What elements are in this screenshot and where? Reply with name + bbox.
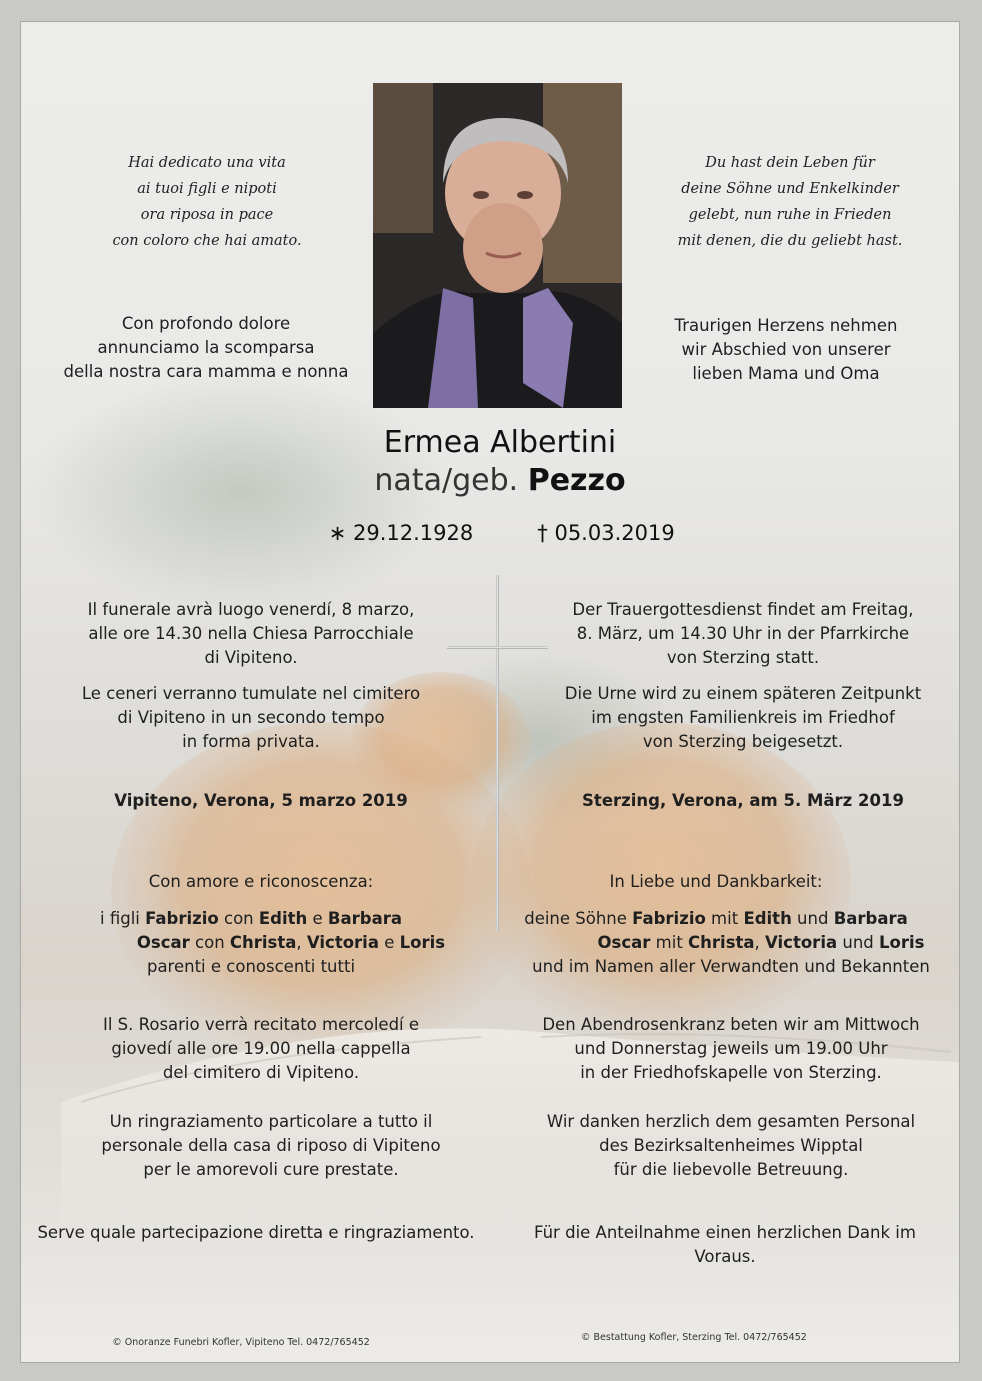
family-member: Barbara xyxy=(327,909,402,928)
verse-line: gelebt, nun ruhe in Frieden xyxy=(688,207,892,223)
text-line: Der Trauergottesdienst findet am Freitag, xyxy=(572,600,914,619)
family-member: Edith xyxy=(258,909,308,928)
text-line: Con profondo dolore xyxy=(121,314,291,333)
family-line xyxy=(41,907,491,931)
verse-line: con coloro che hai amato. xyxy=(112,233,302,249)
rosary-info-italian xyxy=(61,1013,461,1085)
love-line-german: In Liebe und Dankbarkeit: xyxy=(609,872,823,891)
text-line: wir Abschied von unserer xyxy=(681,340,891,359)
verse-german xyxy=(657,150,923,254)
text-line: des Bezirksaltenheimes Wipptal xyxy=(599,1136,863,1155)
text-line: von Sterzing statt. xyxy=(666,648,820,667)
family-member: Victoria xyxy=(765,933,838,952)
family-member: Christa xyxy=(688,933,755,952)
text-line: annunciamo la scomparsa xyxy=(97,338,315,357)
family-line: parenti e conoscenti tutti xyxy=(146,957,356,976)
text: und xyxy=(791,909,834,928)
family-member: Oscar xyxy=(597,933,651,952)
cross-horizontal xyxy=(447,646,548,649)
family-member: Edith xyxy=(743,909,792,928)
text: , xyxy=(296,933,307,952)
place-date-italian: Vipiteno, Verona, 5 marzo 2019 xyxy=(114,791,408,810)
family-member: Barbara xyxy=(833,909,908,928)
text-line: per le amorevoli cure prestate. xyxy=(143,1160,399,1179)
verse-italian xyxy=(83,150,331,254)
text-line: della nostra cara mamma e nonna xyxy=(63,362,349,381)
birth-date: ∗ 29.12.1928 xyxy=(328,521,474,545)
family-member: Fabrizio xyxy=(145,909,219,928)
verse-line: Hai dedicato una vita xyxy=(128,155,286,171)
text: , xyxy=(754,933,766,952)
text: e xyxy=(307,909,328,928)
family-line xyxy=(41,931,491,955)
maiden-name: Pezzo xyxy=(527,463,626,498)
thanks-info-italian xyxy=(61,1110,481,1182)
text-line: di Vipiteno. xyxy=(204,648,298,667)
family-german xyxy=(511,907,951,979)
text-line: Il funerale avrà luogo venerdí, 8 marzo, xyxy=(87,600,415,619)
text-line: in forma privata. xyxy=(182,732,320,751)
family-line xyxy=(511,931,951,955)
obituary-card xyxy=(20,21,960,1363)
thanks-info-german xyxy=(511,1110,951,1182)
ashes-info-italian xyxy=(61,682,441,754)
text-line: und Donnerstag jeweils um 19.00 Uhr xyxy=(574,1039,888,1058)
text-line: Den Abendrosenkranz beten wir am Mittwoch xyxy=(542,1015,920,1034)
text: e xyxy=(378,933,400,952)
text-line: Le ceneri verranno tumulate nel cimitero xyxy=(81,684,421,703)
text-line: für die liebevolle Betreuung. xyxy=(613,1160,849,1179)
funeral-info-german xyxy=(543,598,943,670)
verse-line: mit denen, die du geliebt hast. xyxy=(677,233,903,249)
announcement-italian xyxy=(56,312,356,384)
text-line: Die Urne wird zu einem späteren Zeitpunkt xyxy=(564,684,922,703)
closing-italian: Serve quale partecipazione diretta e ringraziamento. xyxy=(37,1223,475,1242)
text: i figli xyxy=(100,909,146,928)
text: con xyxy=(189,933,230,952)
text-line: del cimitero di Vipiteno. xyxy=(162,1063,360,1082)
closing-german: Für die Anteilnahme einen herzlichen Dank im Voraus. xyxy=(534,1223,916,1266)
death-date: † 05.03.2019 xyxy=(537,521,675,545)
family-member: Oscar xyxy=(136,933,190,952)
text: mit xyxy=(650,933,689,952)
family-line xyxy=(511,907,951,931)
text: deine Söhne xyxy=(524,909,633,928)
love-line-italian: Con amore e riconoscenza: xyxy=(148,872,374,891)
verse-line: Du hast dein Leben für xyxy=(705,155,875,171)
text-line: personale della casa di riposo di Vipiteno xyxy=(101,1136,441,1155)
footer-italian: © Onoranze Funebri Kofler, Vipiteno Tel. 0472/765452 xyxy=(112,1337,370,1348)
text-line: in der Friedhofskapelle von Sterzing. xyxy=(580,1063,882,1082)
verse-line: ai tuoi figli e nipoti xyxy=(137,181,277,197)
family-italian xyxy=(41,907,491,979)
verse-line: ora riposa in pace xyxy=(140,207,274,223)
cross-vertical xyxy=(496,575,499,931)
text-line: 8. März, um 14.30 Uhr in der Pfarrkirche xyxy=(576,624,910,643)
maiden-prefix: nata/geb. xyxy=(374,463,519,498)
text-line: giovedí alle ore 19.00 nella cappella xyxy=(111,1039,411,1058)
family-member: Loris xyxy=(399,933,446,952)
portrait-photo xyxy=(373,83,622,408)
ashes-info-german xyxy=(543,682,943,754)
text-line: Il S. Rosario verrà recitato mercoledí e xyxy=(102,1015,420,1034)
verse-line: deine Söhne und Enkelkinder xyxy=(681,181,899,197)
text-line: Wir danken herzlich dem gesamten Personal xyxy=(546,1112,916,1131)
place-date-german: Sterzing, Verona, am 5. März 2019 xyxy=(582,791,904,810)
announcement-german xyxy=(651,314,921,386)
family-line: und im Namen aller Verwandten und Bekannten xyxy=(532,957,930,976)
family-member: Christa xyxy=(229,933,297,952)
footer-german: © Bestattung Kofler, Sterzing Tel. 0472/765452 xyxy=(581,1332,807,1343)
deceased-name: Ermea Albertini xyxy=(383,425,617,460)
text: con xyxy=(218,909,259,928)
text: und xyxy=(837,933,880,952)
text-line: Traurigen Herzens nehmen xyxy=(674,316,898,335)
rosary-info-german xyxy=(511,1013,951,1085)
family-member: Fabrizio xyxy=(632,909,706,928)
text-line: Un ringraziamento particolare a tutto il xyxy=(109,1112,433,1131)
maiden-name-line xyxy=(301,462,699,500)
funeral-info-italian xyxy=(61,598,441,670)
family-member: Victoria xyxy=(306,933,379,952)
text-line: alle ore 14.30 nella Chiesa Parrocchiale xyxy=(88,624,414,643)
text-line: im engsten Familienkreis im Friedhof xyxy=(591,708,895,727)
text-line: lieben Mama und Oma xyxy=(692,364,880,383)
family-member: Loris xyxy=(879,933,925,952)
text: mit xyxy=(705,909,744,928)
text-line: di Vipiteno in un secondo tempo xyxy=(117,708,385,727)
deceased-name-block xyxy=(301,424,699,500)
text-line: von Sterzing beigesetzt. xyxy=(642,732,844,751)
